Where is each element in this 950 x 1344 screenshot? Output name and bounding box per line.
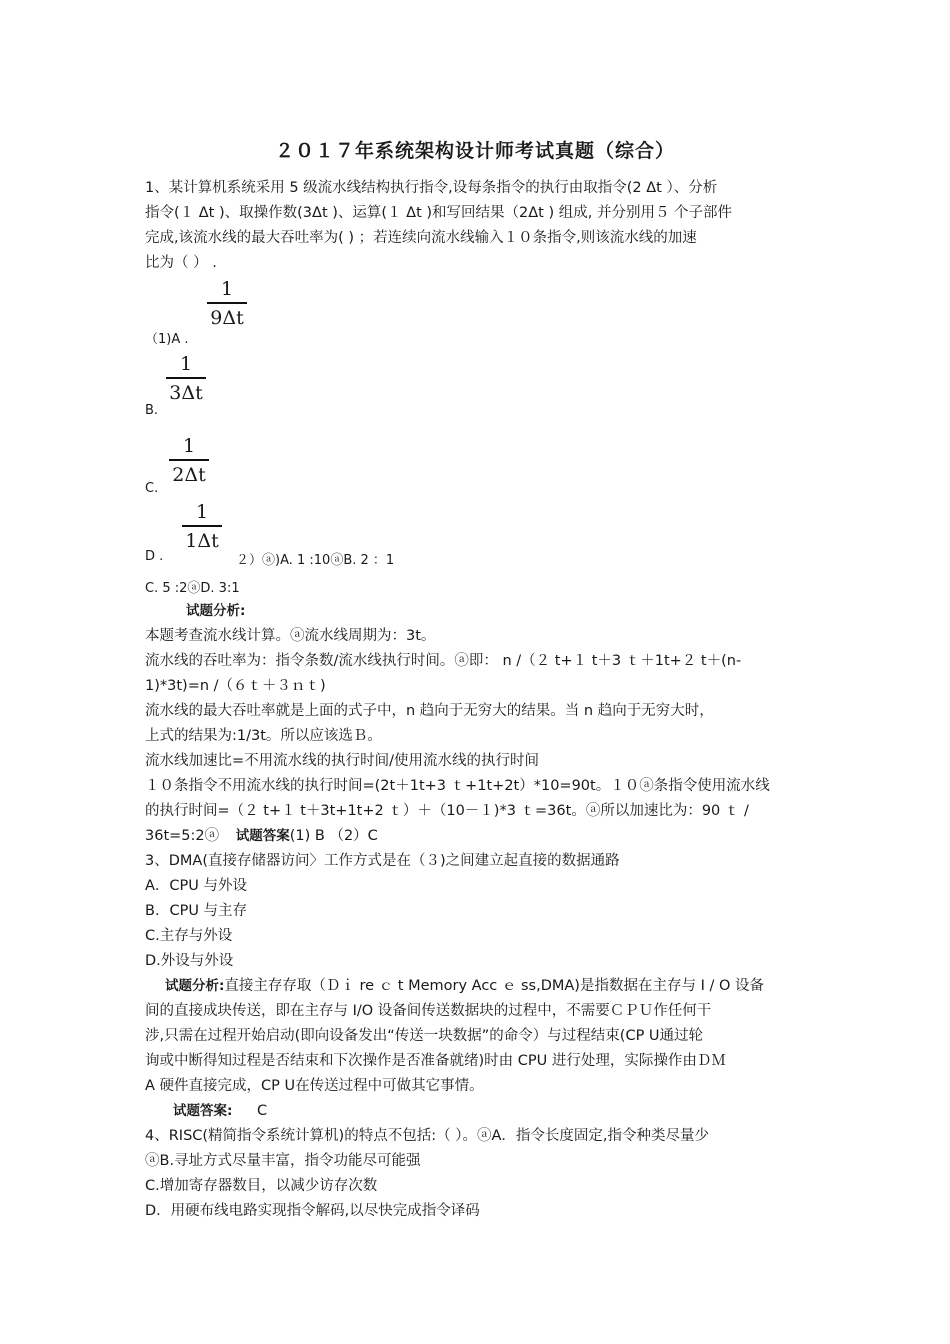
analysis-heading: 试题分析: — [165, 978, 225, 994]
fraction-denominator: 9Δt — [210, 307, 244, 329]
question-4-line: 4、RISC(精简指令系统计算机)的特点不包括:（ ）。ⓐA．指令长度固定,指令种类尽量少 — [145, 1128, 709, 1144]
fraction-denominator: 2Δt — [172, 464, 206, 486]
analysis-line: 的执行时间=（２ t+１ t＋3t+1t+2 ｔ）＋（10－１)*3 ｔ=36t。ⓐ所以加速比为：90 ｔ / — [145, 803, 749, 819]
option-d-label: D . — [145, 549, 164, 564]
analysis-3-first-line — [165, 976, 764, 996]
fraction-numerator: 1 — [182, 435, 196, 457]
fraction-bar — [166, 377, 206, 379]
analysis-line: 涉,只需在过程开始启动(即向设备发出“传送一块数据”的命令）与过程结束(CP U通过轮 — [145, 1028, 704, 1044]
question-3-option: A．CPU 与外设 — [145, 878, 248, 894]
fraction-numerator: 1 — [195, 501, 209, 523]
analysis-line: 流水线的最大吞吐率就是上面的式子中，n 趋向于无穷大的结果。当 n 趋向于无穷大时， — [145, 703, 714, 719]
analysis-line: １０条指令不用流水线的执行时间=(2t＋1t+3 ｔ+1t+2t）*10=90t。１０ⓐ条指令使用流水线 — [145, 778, 770, 794]
question-4-line: D．用硬布线电路实现指令解码,以尽快完成指令译码 — [145, 1203, 480, 1219]
question-3-stem: 3、DMA(直接存储器访问〉工作方式是在（３)之间建立起直接的数据通路 — [145, 853, 620, 869]
option-b-label: B. — [145, 403, 159, 418]
fraction-bar — [207, 302, 247, 304]
analysis-3-answer — [173, 1101, 267, 1121]
fraction-option-d — [182, 500, 222, 553]
answer-value: (1) B （2）C — [289, 828, 378, 844]
analysis-line: 询或中断得知过程是否结束和下次操作是否准备就绪)时由 CPU 进行处理，实际操作由ＤＭ — [145, 1053, 726, 1069]
question-1-line: 比为（ ） . — [145, 255, 217, 271]
analysis-line: 上式的结果为:1/3t。所以应该选Ｂ。 — [145, 728, 382, 744]
question-1-line: 完成,该流水线的最大吞吐率为( ) ；若连续向流水线输入１０条指令,则该流水线的加速 — [145, 230, 697, 246]
analysis-line: 1)*3t)=n /（６ｔ＋３ｎｔ) — [145, 678, 326, 694]
question-4-line: C.增加寄存器数目，以减少访存次数 — [145, 1178, 378, 1194]
fraction-option-c — [169, 434, 209, 487]
analysis-line: A 硬件直接完成，CP U在传送过程中可做其它事情。 — [145, 1078, 484, 1094]
fraction-option-b — [166, 352, 206, 405]
answer-label: 试题答案: — [173, 1103, 233, 1119]
answer-label: 试题答案 — [235, 828, 290, 844]
question-1-part-2-line-2: C. 5 :2ⓐD. 3:1 — [145, 581, 240, 596]
analysis-line: 流水线的吞吐率为：指令条数/流水线执行时间。ⓐ即： n /（２ t+１ t＋3 ｔ＋1t+２ t＋(n- — [145, 653, 742, 669]
question-1-line: 指令(１ Δt )、取操作数(3Δt )、运算(１ Δt )和写回结果（2Δt ) 组成, 并分别用５ 个子部件 — [145, 205, 733, 221]
question-1-line: 1、某计算机系统采用 5 级流水线结构执行指令,设每条指令的执行由取指令(2 Δt ）、分析 — [145, 180, 718, 196]
question-4-line: ⓐB.寻址方式尽量丰富，指令功能尽可能强 — [145, 1153, 421, 1169]
question-3-option: B．CPU 与主存 — [145, 903, 248, 919]
analysis-line-end: 36t=5:2ⓐ — [145, 828, 220, 844]
fraction-denominator: 1Δt — [185, 530, 219, 552]
analysis-line: 本题考查流水线计算。ⓐ流水线周期为：3t。 — [145, 628, 436, 644]
fraction-denominator: 3Δt — [169, 382, 203, 404]
answer-value: C — [257, 1103, 268, 1119]
fraction-numerator: 1 — [179, 353, 193, 375]
fraction-bar — [182, 525, 222, 527]
option-a-label: （1)A . — [145, 332, 189, 347]
fraction-option-a — [207, 277, 247, 330]
page-title: ２０１７年系统架构设计师考试真题（综合） — [274, 140, 675, 162]
question-3-option: D.外设与外设 — [145, 953, 234, 969]
analysis-answer-line — [145, 826, 378, 846]
analysis-heading: 试题分析: — [186, 603, 246, 619]
question-3-option: C.主存与外设 — [145, 928, 233, 944]
option-c-label: C. — [145, 481, 159, 496]
analysis-line: 间的直接成块传送，即在主存与 I/O 设备间传送数据块的过程中，不需要ＣＰＵ作任何干 — [145, 1003, 712, 1019]
analysis-text: 直接主存存取（Ｄｉ re ｃ t Memory Acc ｅ ss,DMA)是指数据在主存与 I / O 设备 — [224, 978, 764, 994]
question-1-part-2: ２）ⓐ)A. 1 :10ⓐB. 2 ：1 — [236, 553, 395, 568]
analysis-line: 流水线加速比=不用流水线的执行时间/使用流水线的执行时间 — [145, 753, 540, 769]
fraction-bar — [169, 459, 209, 461]
fraction-numerator: 1 — [220, 278, 234, 300]
